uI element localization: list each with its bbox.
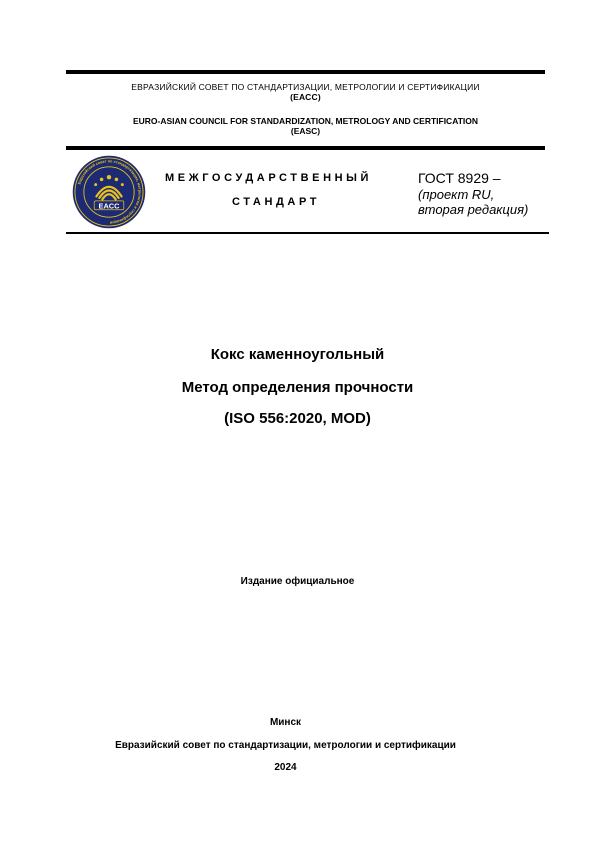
standard-type-line2: СТАНДАРТ xyxy=(232,196,321,208)
easc-logo-icon xyxy=(72,155,146,229)
council-name-ru xyxy=(66,82,545,102)
draft-note-line2: вторая редакция) xyxy=(418,202,529,217)
draft-note-line1: (проект RU, xyxy=(418,187,495,202)
middle-rule xyxy=(66,146,545,150)
council-name-en xyxy=(66,116,545,136)
bottom-rule xyxy=(66,232,549,234)
edition-label: Издание официальное xyxy=(240,576,355,587)
publication-city: Минск xyxy=(269,717,302,728)
top-rule xyxy=(66,70,545,74)
document-title-line2: Метод определения прочности xyxy=(181,379,414,396)
document-title-line3: (ISO 556:2020, MOD) xyxy=(224,410,371,427)
standard-type-line1: МЕЖГОСУДАРСТВЕННЫЙ xyxy=(165,172,373,184)
publisher-name: Евразийский совет по стандартизации, метрологии и сертификации xyxy=(115,740,456,751)
council-abbr-en: (EASC) xyxy=(290,126,321,136)
logo-text: EACC xyxy=(98,201,120,211)
council-abbr-ru: (ЕАСС) xyxy=(290,92,321,102)
document-title-line1: Кокс каменноугольный xyxy=(210,346,385,363)
council-name-ru-text: ЕВРАЗИЙСКИЙ СОВЕТ ПО СТАНДАРТИЗАЦИИ, МЕТРОЛОГИИ И СЕРТИФИКАЦИИ xyxy=(131,82,480,92)
logo-ring-text: Евразийский совет по стандартизации, метрологии и сертификации xyxy=(77,159,142,225)
publication-year: 2024 xyxy=(274,762,297,773)
gost-number: ГОСТ 8929 – xyxy=(418,170,501,186)
council-name-en-text: EURO-ASIAN COUNCIL FOR STANDARDIZATION, METROLOGY AND CERTIFICATION xyxy=(132,116,479,126)
